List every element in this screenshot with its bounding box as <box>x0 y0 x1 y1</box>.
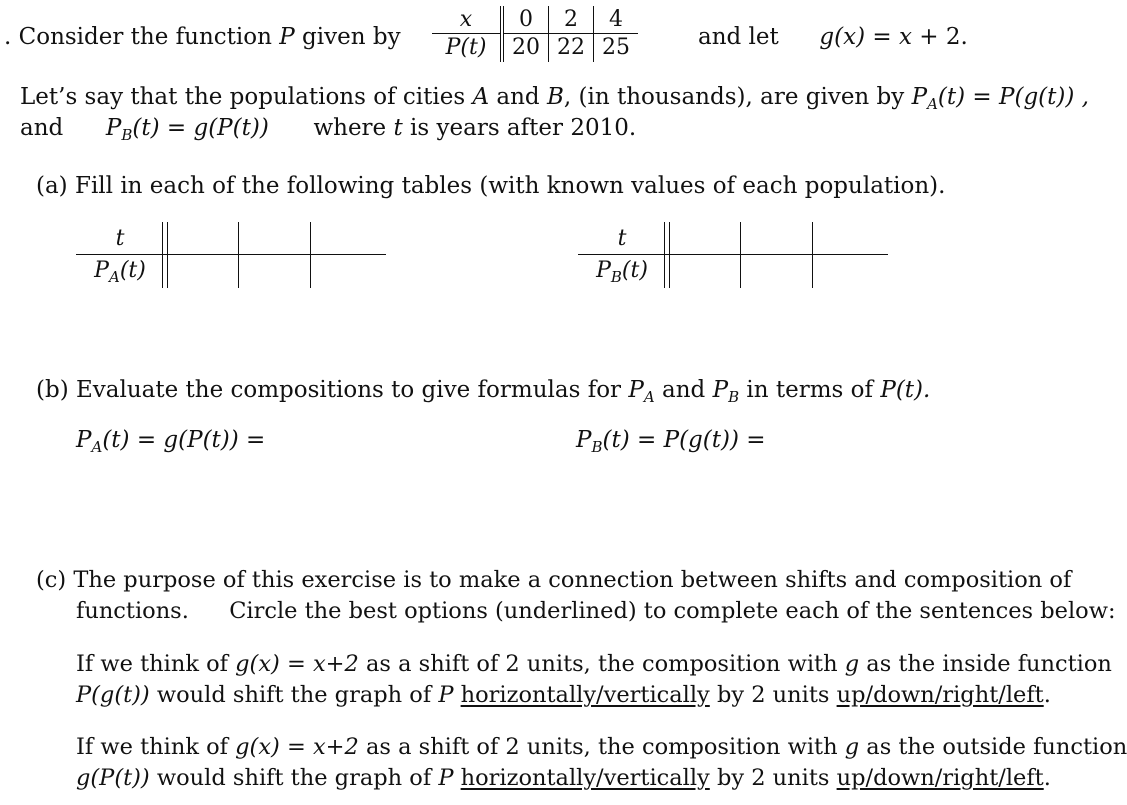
and-text-b: and <box>662 377 706 403</box>
pa-expr-sub: A <box>91 438 103 456</box>
x-value: 0 <box>502 6 549 34</box>
table-header-p: P(t) <box>432 34 502 62</box>
p-value: 20 <box>502 34 549 62</box>
pa-symbol-b: P <box>628 377 644 403</box>
sentence-2-line-2 <box>76 766 1051 792</box>
pb-subscript-b: B <box>728 388 740 406</box>
part-c-line-2 <box>76 599 1116 625</box>
s1-direction-option[interactable]: horizontally/vertically <box>460 682 710 708</box>
table-a-pa-label <box>80 258 160 286</box>
and-let-text: and let <box>698 24 779 50</box>
table-b-double-right <box>669 222 670 288</box>
sentence-1-line-2 <box>76 683 1051 709</box>
table-a-t-label: t <box>115 226 125 251</box>
pa-subscript: A <box>927 95 938 113</box>
sentence-1-line-1 <box>76 652 1112 678</box>
part-c-line-1 <box>36 568 1071 594</box>
p-value: 22 <box>549 34 594 62</box>
pb-symbol-b: P <box>712 377 729 403</box>
s1-text-c: as the inside function <box>866 651 1112 677</box>
g-definition <box>698 24 968 50</box>
table-b-pb-label <box>582 258 662 286</box>
pb-formula: (t) = g(P(t)) <box>132 115 269 141</box>
s1-text-d: would shift the graph of <box>156 682 432 708</box>
p-of-t: P(t). <box>880 377 931 403</box>
s1-p-of-g: P(g(t)) <box>76 682 150 708</box>
intro-line <box>4 24 401 50</box>
pa-subscript-b: A <box>643 388 655 406</box>
s2-direction-option[interactable]: horizontally/vertically <box>460 765 710 791</box>
intro-text: . Consider the function <box>4 24 272 50</box>
pa-expr-p: P <box>76 427 92 453</box>
s1-p: P <box>438 682 454 708</box>
city-a: A <box>472 84 490 110</box>
table-a-double-left <box>162 222 163 288</box>
table-a-sub: A <box>108 268 120 286</box>
s1-text-b: as a shift of 2 units, the composition with <box>365 651 838 677</box>
table-header-x: x <box>432 6 502 34</box>
part-b-text-b: in terms of <box>746 377 874 403</box>
s2-text-b: as a shift of 2 units, the composition with <box>365 734 838 760</box>
years-text: is years after 2010. <box>410 115 637 141</box>
x-value: 4 <box>594 6 639 34</box>
part-c-text-2a: functions. <box>76 598 189 624</box>
s2-way-option[interactable]: up/down/right/left <box>836 765 1044 791</box>
table-a-cell-divider <box>310 222 311 288</box>
s1-period: . <box>1043 682 1051 708</box>
part-a-label: (a) <box>36 173 68 199</box>
table-b-p: P <box>596 258 611 283</box>
part-b-label: (b) <box>36 377 69 403</box>
part-b-text: Evaluate the compositions to give formulas for <box>75 377 622 403</box>
pb-symbol: P <box>105 115 122 141</box>
table-a-rule <box>76 254 386 255</box>
and-text-2: and <box>20 115 64 141</box>
s1-g-def: g(x) = x+2 <box>235 651 359 677</box>
blank-table-pa <box>76 222 386 288</box>
pa-definition <box>911 84 1089 113</box>
sentence-2-line-1 <box>76 735 1127 761</box>
s2-period: . <box>1043 765 1051 791</box>
table-b-cell-divider <box>812 222 813 288</box>
pa-expr-rest: (t) = g(P(t)) = <box>102 427 266 453</box>
part-c-text-2b: Circle the best options (underlined) to complete each of the sentences below: <box>229 598 1116 624</box>
s1-text-e: by 2 units <box>716 682 830 708</box>
pa-composition-expression <box>76 427 266 456</box>
table-b-rule <box>578 254 888 255</box>
pb-definition <box>105 115 269 144</box>
blank-table-pb <box>578 222 888 288</box>
populations-line-1 <box>20 84 1089 113</box>
part-a-text: Fill in each of the following tables (with known values of each population). <box>74 173 946 199</box>
populations-text-b: , (in thousands), are given by <box>563 84 905 110</box>
x-value: 2 <box>549 6 594 34</box>
s2-g: g <box>844 734 860 760</box>
table-b-rest: (t) <box>621 258 648 283</box>
s1-g: g <box>844 651 860 677</box>
and-text: and <box>496 84 540 110</box>
part-c-text-1: The purpose of this exercise is to make a connection between shifts and composition of <box>73 567 1072 593</box>
pb-expr-rest: (t) = P(g(t)) = <box>602 427 766 453</box>
table-b-cell-divider <box>740 222 741 288</box>
populations-text: Let’s say that the populations of cities <box>20 84 466 110</box>
table-a-double-right <box>167 222 168 288</box>
pb-expr-sub: B <box>591 438 603 456</box>
equals-sign: = <box>872 24 892 50</box>
table-a-cell-divider <box>238 222 239 288</box>
s2-p: P <box>438 765 454 791</box>
function-p-table <box>432 6 638 62</box>
plus-two: + 2. <box>919 24 968 50</box>
x-variable: x <box>898 24 912 50</box>
s2-g-of-p: g(P(t)) <box>76 765 150 791</box>
pa-symbol: P <box>911 84 928 110</box>
s2-text-d: would shift the graph of <box>156 765 432 791</box>
table-b-sub: B <box>610 268 622 286</box>
table-b-t-label: t <box>617 226 627 251</box>
table-a-rest: (t) <box>119 258 146 283</box>
pb-composition-expression <box>576 427 766 456</box>
part-a-prompt <box>36 173 945 199</box>
t-variable: t <box>393 115 403 141</box>
table-a-p: P <box>94 258 109 283</box>
part-c-label: (c) <box>36 567 67 593</box>
s1-text-a: If we think of <box>76 651 228 677</box>
intro-given-by: given by <box>302 24 401 50</box>
populations-line-2 <box>20 115 637 144</box>
pb-subscript: B <box>121 126 133 144</box>
function-name-p: P <box>279 24 295 50</box>
city-b: B <box>546 84 564 110</box>
s2-text-a: If we think of <box>76 734 228 760</box>
table-b-double-left <box>664 222 665 288</box>
pa-formula: (t) = P(g(t)) , <box>937 84 1089 110</box>
s1-way-option[interactable]: up/down/right/left <box>836 682 1044 708</box>
s2-text-c: as the outside function <box>866 734 1127 760</box>
s2-g-def: g(x) = x+2 <box>235 734 359 760</box>
pb-expr-p: P <box>576 427 592 453</box>
part-b-prompt <box>36 377 931 406</box>
s2-text-e: by 2 units <box>716 765 830 791</box>
where-text: where <box>313 115 387 141</box>
g-of-x: g(x) <box>819 24 866 50</box>
p-value: 25 <box>602 35 630 61</box>
